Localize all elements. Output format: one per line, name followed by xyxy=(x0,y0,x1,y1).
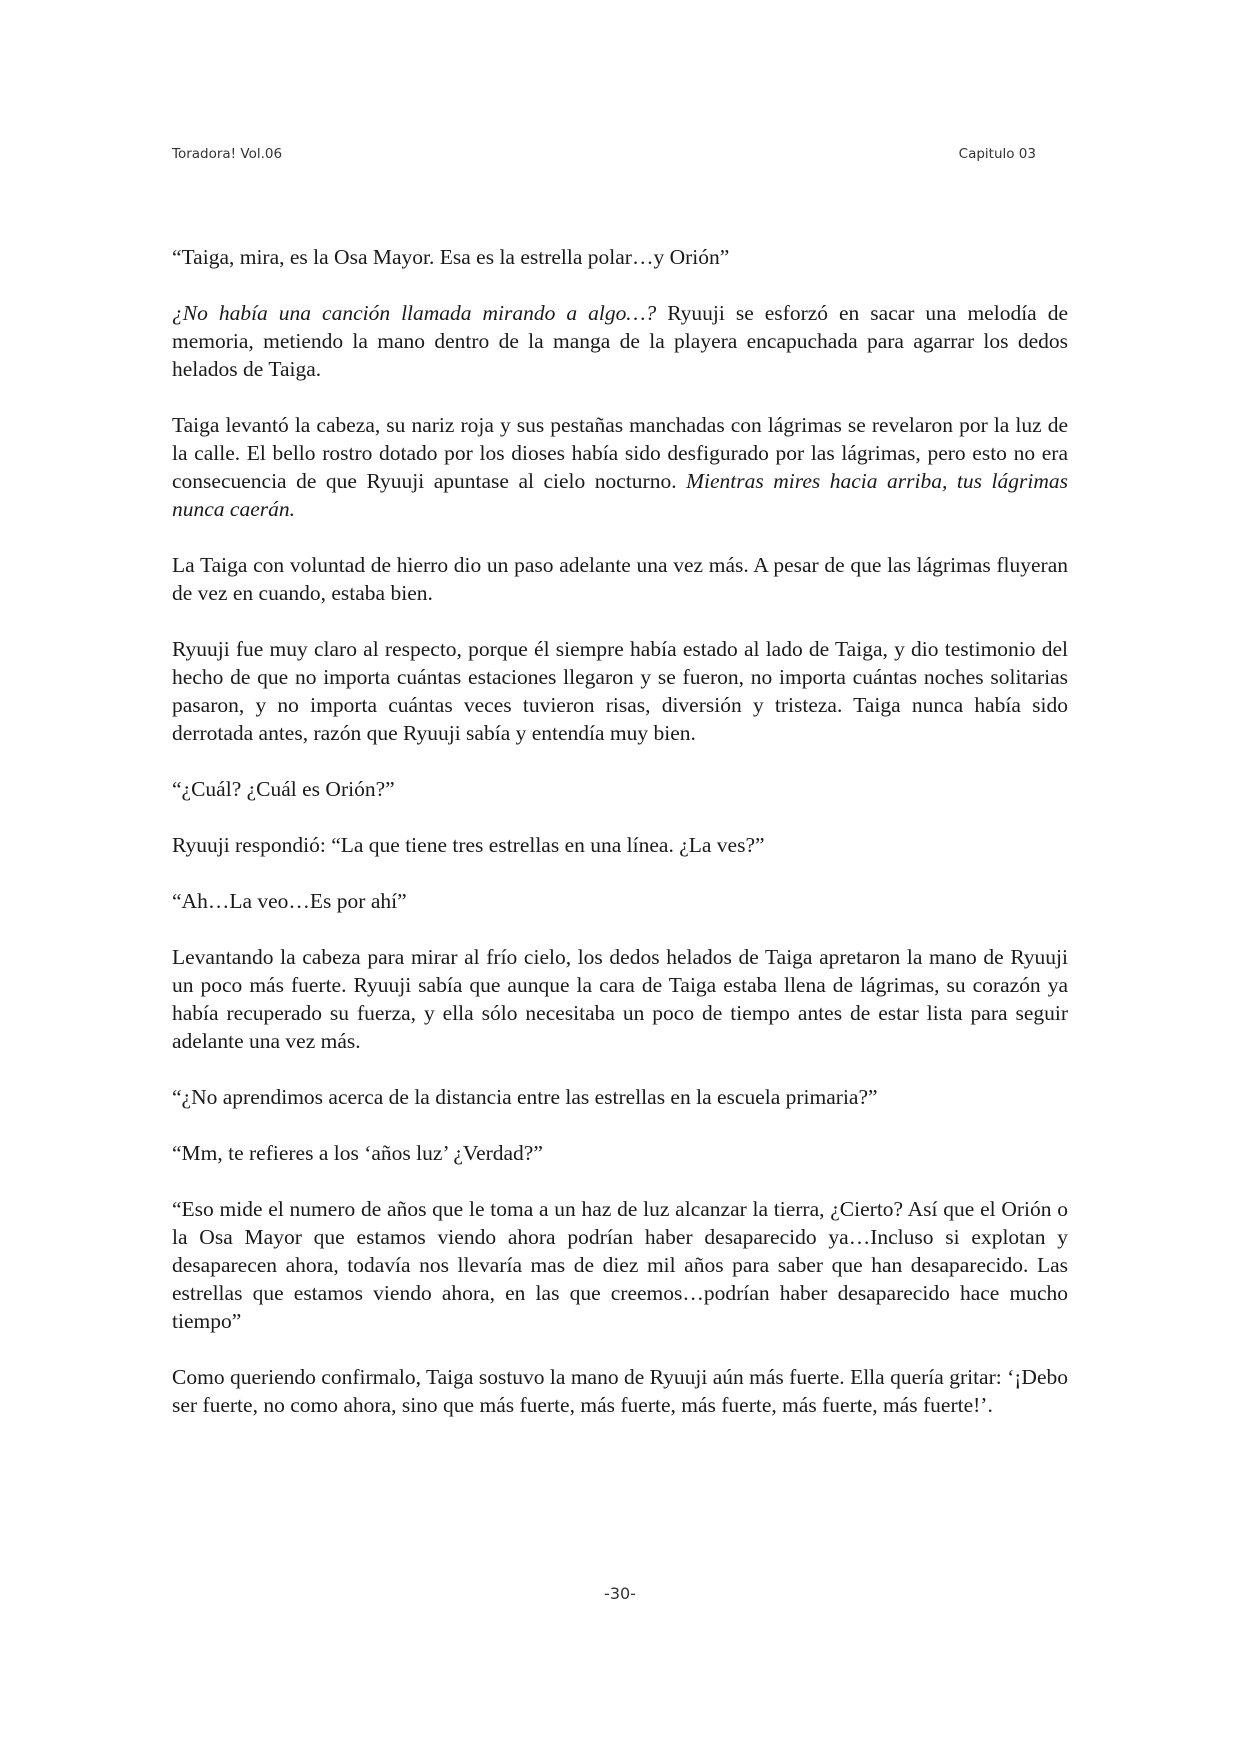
paragraph-3 xyxy=(172,411,1068,523)
paragraph-3-italic: Mientras mires hacia arriba, tus lágrimas nunca caerán. xyxy=(172,469,1068,521)
paragraph-10: “¿No aprendimos acerca de la distancia entre las estrellas en la escuela primaria?” xyxy=(172,1085,878,1109)
paragraph-5: Ryuuji fue muy claro al respecto, porque él siempre había estado al lado de Taiga, y dio testimonio del hecho de que no importa cuántas estaciones llegaron y se fueron, no importa cuántas noches solitarias pasaron, y no importa cuántas veces tuvieron risas, diversión y tristeza. Taiga nunca había sido derrotada antes, razón que Ryuuji sabía y entendía muy bien. xyxy=(172,637,1068,745)
running-header xyxy=(172,146,1036,170)
header-chapter: Capitulo 03 xyxy=(958,146,1036,162)
paragraph-8: “Ah…La veo…Es por ahí” xyxy=(172,889,407,913)
paragraph-2-text: Ryuuji se esforzó en sacar una melodía de memoria, metiendo la mano dentro de la manga de la playera encapuchada para agarrar los dedos helados de Taiga. xyxy=(172,301,1068,381)
paragraph-13: Como queriendo confirmalo, Taiga sostuvo la mano de Ryuuji aún más fuerte. Ella quería gritar: ‘¡Debo ser fuerte, no como ahora, sino que más fuerte, más fuerte, más fuerte, más fuerte, más fuerte!’. xyxy=(172,1365,1068,1417)
paragraph-12: “Eso mide el numero de años que le toma a un haz de luz alcanzar la tierra, ¿Cierto? Así que el Orión o la Osa Mayor que estamos viendo ahora podrían haber desaparecido ya…Incluso si explotan y desaparecen ahora, todavía nos llevaría mas de diez mil años para saber que han desaparecido. Las estrellas que estamos viendo ahora, en las que creemos…podrían haber desaparecido hace mucho tiempo” xyxy=(172,1197,1068,1333)
paragraph-1: “Taiga, mira, es la Osa Mayor. Esa es la estrella polar…y Orión” xyxy=(172,245,730,269)
header-book-title: Toradora! Vol.06 xyxy=(172,146,283,162)
paragraph-4: La Taiga con voluntad de hierro dio un paso adelante una vez más. A pesar de que las lágrimas fluyeran de vez en cuando, estaba bien. xyxy=(172,553,1068,605)
page-number: -30- xyxy=(604,1584,636,1603)
paragraph-2-italic: ¿No había una canción llamada mirando a algo…? xyxy=(172,301,657,325)
chapter-body xyxy=(172,243,1068,1419)
paragraph-2 xyxy=(172,299,1068,383)
paragraph-3-text: Taiga levantó la cabeza, su nariz roja y sus pestañas manchadas con lágrimas se revelaron por la luz de la calle. El bello rostro dotado por los dioses había sido desfigurado por las lágrimas, pero esto no era consecuencia de que Ryuuji apuntase al cielo nocturno. xyxy=(172,413,1068,493)
paragraph-7: Ryuuji respondió: “La que tiene tres estrellas en una línea. ¿La ves?” xyxy=(172,833,765,857)
paragraph-9: Levantando la cabeza para mirar al frío cielo, los dedos helados de Taiga apretaron la mano de Ryuuji un poco más fuerte. Ryuuji sabía que aunque la cara de Taiga estaba llena de lágrimas, su corazón ya había recuperado su fuerza, y ella sólo necesitaba un poco de tiempo antes de estar lista para seguir adelante una vez más. xyxy=(172,945,1068,1053)
paragraph-11: “Mm, te refieres a los ‘años luz’ ¿Verdad?” xyxy=(172,1141,543,1165)
paragraph-6: “¿Cuál? ¿Cuál es Orión?” xyxy=(172,777,395,801)
